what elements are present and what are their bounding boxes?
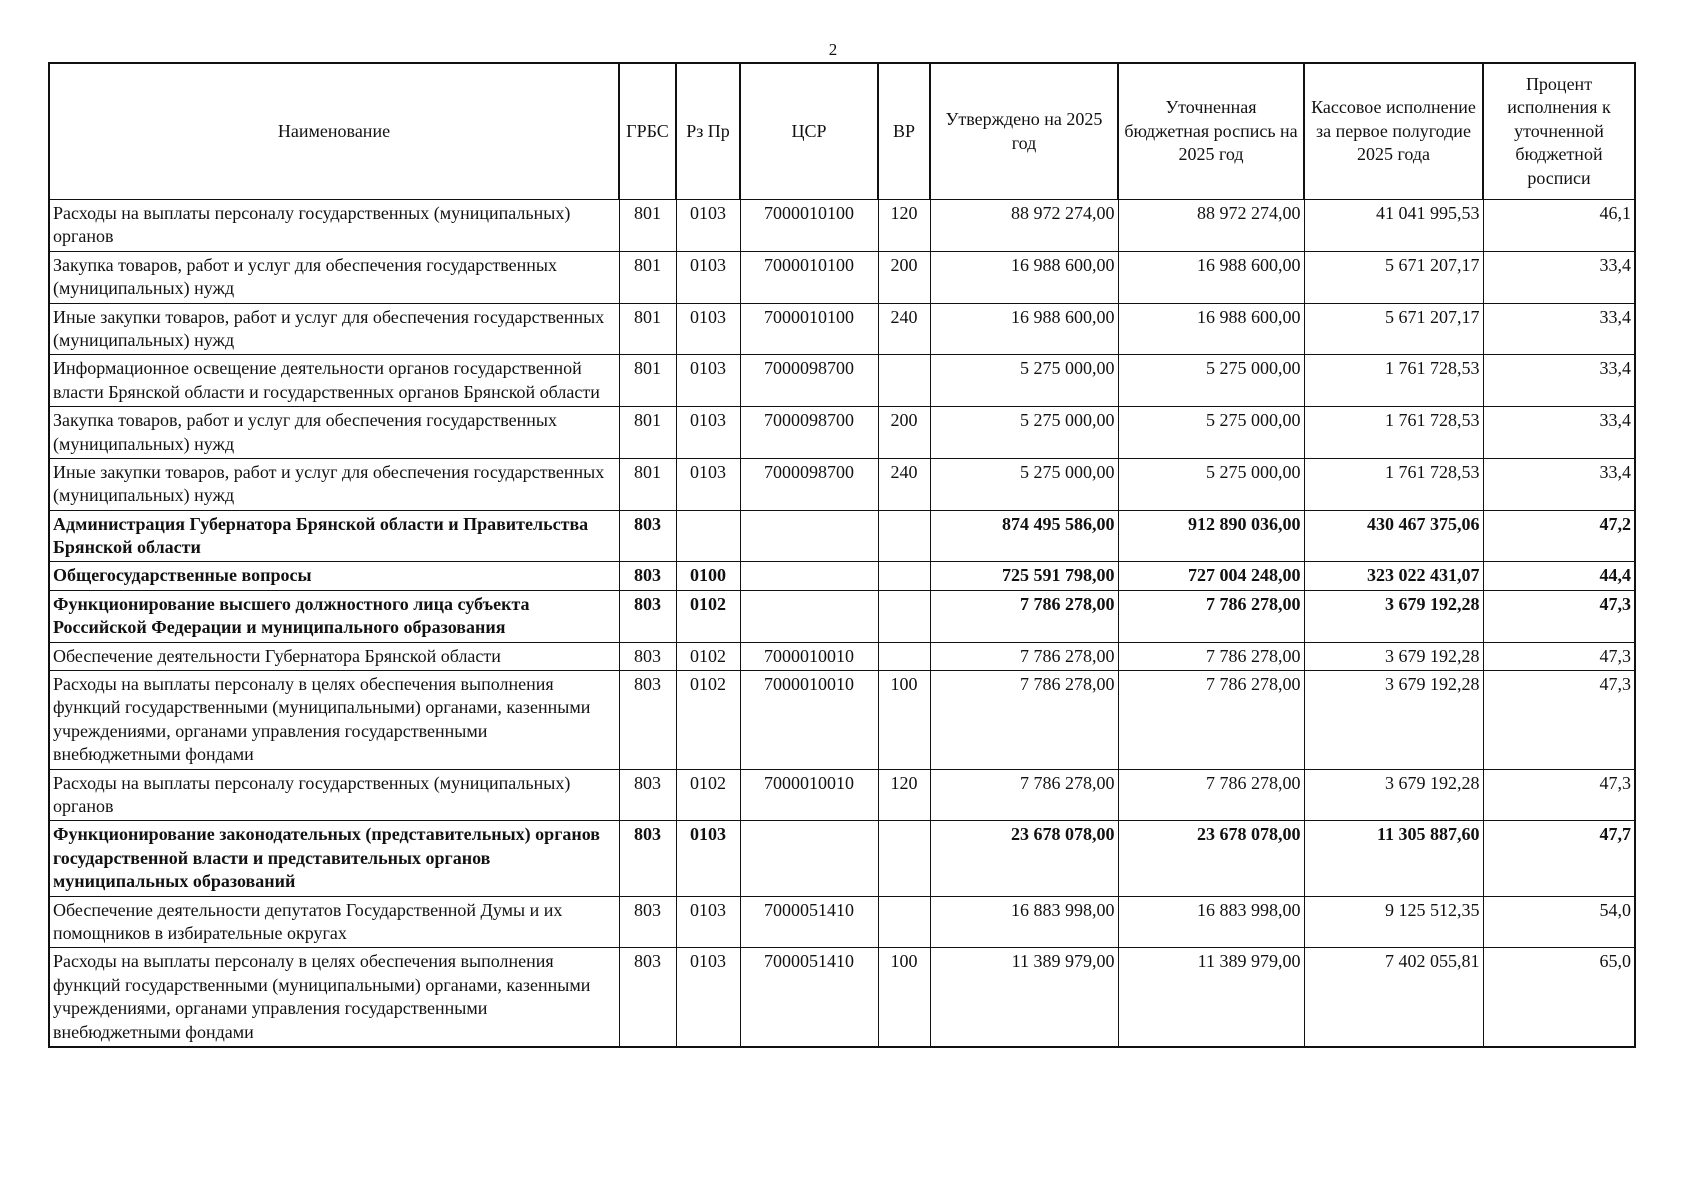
row-name-cell: Иные закупки товаров, работ и услуг для обеспечения государственных (муниципальных) нужд — [49, 458, 619, 510]
row-refined-cell: 7 786 278,00 — [1118, 590, 1304, 642]
row-percent-cell: 65,0 — [1483, 948, 1635, 1047]
header-csr: ЦСР — [740, 63, 878, 200]
row-refined-cell: 5 275 000,00 — [1118, 355, 1304, 407]
row-percent-cell: 33,4 — [1483, 355, 1635, 407]
row-cash-cell: 3 679 192,28 — [1304, 590, 1483, 642]
row-csr-cell: 7000098700 — [740, 458, 878, 510]
table-row — [49, 821, 1635, 896]
row-name-cell: Иные закупки товаров, работ и услуг для обеспечения государственных (муниципальных) нужд — [49, 303, 619, 355]
table-row — [49, 896, 1635, 948]
row-grbs-cell: 803 — [619, 769, 676, 821]
header-rzpr: Рз Пр — [676, 63, 740, 200]
row-rzpr-cell: 0102 — [676, 590, 740, 642]
header-refined: Уточненная бюджетная роспись на 2025 год — [1118, 63, 1304, 200]
row-refined-cell: 7 786 278,00 — [1118, 769, 1304, 821]
row-percent-cell: 47,2 — [1483, 510, 1635, 562]
row-csr-cell: 7000010100 — [740, 303, 878, 355]
row-refined-cell: 16 988 600,00 — [1118, 303, 1304, 355]
row-name-cell: Расходы на выплаты персоналу в целях обеспечения выполнения функций государственными (муниципальными) органами, казенными учреждениями, органами управления государственными внебюджетными фондами — [49, 948, 619, 1047]
row-csr-cell — [740, 821, 878, 896]
row-rzpr-cell: 0102 — [676, 769, 740, 821]
row-name-cell: Расходы на выплаты персоналу государственных (муниципальных) органов — [49, 769, 619, 821]
row-percent-cell: 33,4 — [1483, 303, 1635, 355]
row-refined-cell: 727 004 248,00 — [1118, 562, 1304, 590]
row-name-cell: Закупка товаров, работ и услуг для обеспечения государственных (муниципальных) нужд — [49, 407, 619, 459]
row-name-cell: Обеспечение деятельности Губернатора Брянской области — [49, 642, 619, 670]
row-csr-cell: 7000098700 — [740, 407, 878, 459]
row-rzpr-cell: 0100 — [676, 562, 740, 590]
row-name-cell: Расходы на выплаты персоналу государственных (муниципальных) органов — [49, 200, 619, 252]
row-percent-cell: 33,4 — [1483, 458, 1635, 510]
table-row — [49, 590, 1635, 642]
header-percent: Процент исполнения к уточненной бюджетной росписи — [1483, 63, 1635, 200]
row-csr-cell: 7000010010 — [740, 769, 878, 821]
row-grbs-cell: 803 — [619, 821, 676, 896]
row-vr-cell: 240 — [878, 458, 930, 510]
row-grbs-cell: 803 — [619, 671, 676, 770]
row-grbs-cell: 801 — [619, 303, 676, 355]
row-vr-cell — [878, 562, 930, 590]
row-approved-cell: 7 786 278,00 — [930, 671, 1118, 770]
row-csr-cell: 7000098700 — [740, 355, 878, 407]
header-vr: ВР — [878, 63, 930, 200]
row-percent-cell: 47,3 — [1483, 642, 1635, 670]
row-vr-cell: 240 — [878, 303, 930, 355]
row-approved-cell: 7 786 278,00 — [930, 769, 1118, 821]
row-percent-cell: 54,0 — [1483, 896, 1635, 948]
row-approved-cell: 11 389 979,00 — [930, 948, 1118, 1047]
table-header-row — [49, 63, 1635, 200]
table-row — [49, 562, 1635, 590]
row-cash-cell: 3 679 192,28 — [1304, 769, 1483, 821]
row-name-cell: Обеспечение деятельности депутатов Государственной Думы и их помощников в избирательные округах — [49, 896, 619, 948]
table-body — [49, 200, 1635, 1047]
row-cash-cell: 5 671 207,17 — [1304, 251, 1483, 303]
row-cash-cell: 41 041 995,53 — [1304, 200, 1483, 252]
row-vr-cell: 120 — [878, 769, 930, 821]
row-cash-cell: 3 679 192,28 — [1304, 671, 1483, 770]
row-percent-cell: 47,3 — [1483, 769, 1635, 821]
table-row — [49, 355, 1635, 407]
row-refined-cell: 912 890 036,00 — [1118, 510, 1304, 562]
row-rzpr-cell: 0103 — [676, 251, 740, 303]
row-rzpr-cell: 0103 — [676, 355, 740, 407]
row-rzpr-cell: 0102 — [676, 671, 740, 770]
row-refined-cell: 16 883 998,00 — [1118, 896, 1304, 948]
row-csr-cell: 7000010100 — [740, 251, 878, 303]
row-name-cell: Расходы на выплаты персоналу в целях обеспечения выполнения функций государственными (муниципальными) органами, казенными учреждениями, органами управления государственными внебюджетными фондами — [49, 671, 619, 770]
row-cash-cell: 11 305 887,60 — [1304, 821, 1483, 896]
row-grbs-cell: 801 — [619, 355, 676, 407]
row-vr-cell: 120 — [878, 200, 930, 252]
row-refined-cell: 7 786 278,00 — [1118, 671, 1304, 770]
row-approved-cell: 23 678 078,00 — [930, 821, 1118, 896]
row-percent-cell: 33,4 — [1483, 407, 1635, 459]
row-grbs-cell: 801 — [619, 200, 676, 252]
row-name-cell: Администрация Губернатора Брянской области и Правительства Брянской области — [49, 510, 619, 562]
row-vr-cell — [878, 896, 930, 948]
row-name-cell: Общегосударственные вопросы — [49, 562, 619, 590]
row-grbs-cell: 803 — [619, 562, 676, 590]
row-rzpr-cell: 0102 — [676, 642, 740, 670]
row-grbs-cell: 803 — [619, 510, 676, 562]
row-name-cell: Функционирование законодательных (представительных) органов государственной власти и представительных органов муниципальных образований — [49, 821, 619, 896]
table-row — [49, 642, 1635, 670]
row-cash-cell: 1 761 728,53 — [1304, 458, 1483, 510]
row-name-cell: Закупка товаров, работ и услуг для обеспечения государственных (муниципальных) нужд — [49, 251, 619, 303]
table-row — [49, 407, 1635, 459]
row-cash-cell: 1 761 728,53 — [1304, 407, 1483, 459]
row-cash-cell: 430 467 375,06 — [1304, 510, 1483, 562]
row-percent-cell: 46,1 — [1483, 200, 1635, 252]
row-rzpr-cell: 0103 — [676, 407, 740, 459]
row-name-cell: Функционирование высшего должностного лица субъекта Российской Федерации и муниципального образования — [49, 590, 619, 642]
row-refined-cell: 7 786 278,00 — [1118, 642, 1304, 670]
row-csr-cell: 7000051410 — [740, 896, 878, 948]
row-cash-cell: 3 679 192,28 — [1304, 642, 1483, 670]
row-cash-cell: 7 402 055,81 — [1304, 948, 1483, 1047]
row-grbs-cell: 801 — [619, 251, 676, 303]
row-approved-cell: 16 988 600,00 — [930, 251, 1118, 303]
row-grbs-cell: 803 — [619, 948, 676, 1047]
row-refined-cell: 5 275 000,00 — [1118, 458, 1304, 510]
row-refined-cell: 11 389 979,00 — [1118, 948, 1304, 1047]
row-approved-cell: 5 275 000,00 — [930, 407, 1118, 459]
row-approved-cell: 5 275 000,00 — [930, 355, 1118, 407]
row-rzpr-cell: 0103 — [676, 896, 740, 948]
row-rzpr-cell — [676, 510, 740, 562]
row-csr-cell — [740, 510, 878, 562]
table-row — [49, 200, 1635, 252]
row-grbs-cell: 803 — [619, 590, 676, 642]
row-approved-cell: 725 591 798,00 — [930, 562, 1118, 590]
row-refined-cell: 16 988 600,00 — [1118, 251, 1304, 303]
row-percent-cell: 47,3 — [1483, 671, 1635, 770]
row-approved-cell: 7 786 278,00 — [930, 642, 1118, 670]
row-approved-cell: 874 495 586,00 — [930, 510, 1118, 562]
row-vr-cell — [878, 821, 930, 896]
row-approved-cell: 16 988 600,00 — [930, 303, 1118, 355]
row-grbs-cell: 801 — [619, 458, 676, 510]
table-row — [49, 510, 1635, 562]
row-rzpr-cell: 0103 — [676, 458, 740, 510]
table-row — [49, 769, 1635, 821]
table-row — [49, 458, 1635, 510]
row-grbs-cell: 801 — [619, 407, 676, 459]
header-grbs: ГРБС — [619, 63, 676, 200]
row-cash-cell: 9 125 512,35 — [1304, 896, 1483, 948]
row-vr-cell — [878, 590, 930, 642]
row-approved-cell: 5 275 000,00 — [930, 458, 1118, 510]
header-name: Наименование — [49, 63, 619, 200]
table-row — [49, 948, 1635, 1047]
row-grbs-cell: 803 — [619, 642, 676, 670]
row-rzpr-cell: 0103 — [676, 948, 740, 1047]
row-refined-cell: 5 275 000,00 — [1118, 407, 1304, 459]
header-approved: Утверждено на 2025 год — [930, 63, 1118, 200]
page-number: 2 — [828, 40, 838, 59]
row-vr-cell: 100 — [878, 948, 930, 1047]
row-vr-cell: 200 — [878, 407, 930, 459]
row-csr-cell — [740, 562, 878, 590]
row-percent-cell: 47,3 — [1483, 590, 1635, 642]
row-cash-cell: 323 022 431,07 — [1304, 562, 1483, 590]
row-csr-cell: 7000051410 — [740, 948, 878, 1047]
row-vr-cell — [878, 642, 930, 670]
budget-table — [48, 62, 1636, 1048]
row-rzpr-cell: 0103 — [676, 200, 740, 252]
row-name-cell: Информационное освещение деятельности органов государственной власти Брянской области и государственных органов Брянской области — [49, 355, 619, 407]
row-csr-cell: 7000010100 — [740, 200, 878, 252]
row-cash-cell: 1 761 728,53 — [1304, 355, 1483, 407]
row-percent-cell: 44,4 — [1483, 562, 1635, 590]
row-approved-cell: 7 786 278,00 — [930, 590, 1118, 642]
row-vr-cell: 100 — [878, 671, 930, 770]
row-vr-cell — [878, 355, 930, 407]
row-rzpr-cell: 0103 — [676, 821, 740, 896]
table-row — [49, 251, 1635, 303]
row-percent-cell: 47,7 — [1483, 821, 1635, 896]
table-row — [49, 671, 1635, 770]
row-refined-cell: 23 678 078,00 — [1118, 821, 1304, 896]
row-csr-cell: 7000010010 — [740, 642, 878, 670]
row-csr-cell — [740, 590, 878, 642]
row-refined-cell: 88 972 274,00 — [1118, 200, 1304, 252]
row-vr-cell — [878, 510, 930, 562]
header-cash: Кассовое исполнение за первое полугодие 2025 года — [1304, 63, 1483, 200]
row-grbs-cell: 803 — [619, 896, 676, 948]
row-rzpr-cell: 0103 — [676, 303, 740, 355]
row-percent-cell: 33,4 — [1483, 251, 1635, 303]
row-approved-cell: 88 972 274,00 — [930, 200, 1118, 252]
row-vr-cell: 200 — [878, 251, 930, 303]
row-cash-cell: 5 671 207,17 — [1304, 303, 1483, 355]
row-approved-cell: 16 883 998,00 — [930, 896, 1118, 948]
table-row — [49, 303, 1635, 355]
row-csr-cell: 7000010010 — [740, 671, 878, 770]
